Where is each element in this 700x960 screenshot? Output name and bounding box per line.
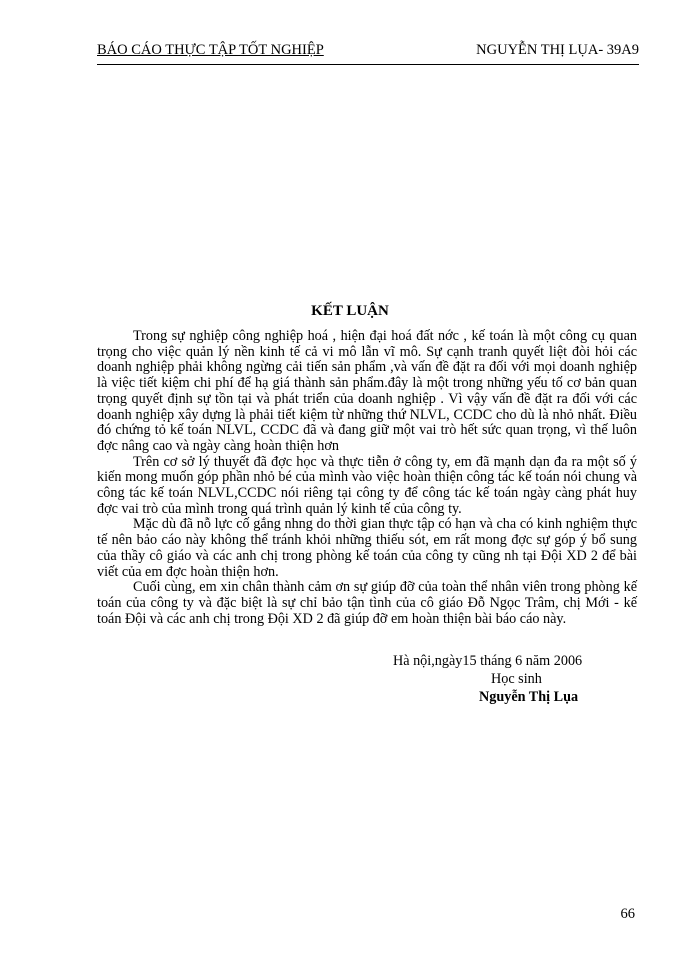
paragraph-1: Trong sự nghiệp công nghiệp hoá , hiện đại hoá đất nớc , kế toán là một công cụ quan trọng cho việc quản lý nền kinh tế cả vi mô lẫn vĩ mô. Sự cạnh tranh quyết liệt đòi hỏi các doanh nghiệp phải không ngừng cải tiến sản phẩm ,và vấn đề đặt ra đối với mọi doanh nghiệp là việc tiết kiệm chi phí để hạ giá thành sản phẩm.đây là một trong những yếu tố cơ bản quan trọng quyết định sự tồn tại và phát triển của doanh nghiệp . Vì vậy vấn đề đặt ra đối với các doanh nghiệp xây dựng là phải tiết kiệm từ những thứ NLVL, CCDC cho dù là nhỏ nhất. Điều đó chứng tỏ kế toán NLVL, CCDC đã và đang giữ một vai trò hết sức quan trọng, vì thế luôn đợc nâng cao và ngày càng hoàn thiện hơn xyxy=(97,328,637,454)
signature-name: Nguyễn Thị Lụa xyxy=(479,689,579,705)
section-title: KẾT LUẬN xyxy=(311,303,389,319)
report-title-header: BÁO CÁO THỰC TẬP TỐT NGHIỆP xyxy=(97,42,324,58)
paragraph-4: Cuối cùng, em xin chân thành cảm ơn sự giúp đỡ của toàn thể nhân viên trong phòng kế toán của công ty và đặc biệt là sự chỉ bảo tận tình của cô giáo Đỗ Ngọc Trâm, chị Mới - kế toán Đội và các anh chị trong Đội XD 2 đã giúp đỡ em hoàn thiện bài báo cáo này. xyxy=(97,579,637,627)
body-text xyxy=(97,329,637,627)
signature-role: Học sinh xyxy=(491,671,542,687)
paragraph-2: Trên cơ sở lý thuyết đã đợc học và thực tiễn ở công ty, em đã mạnh dạn đa ra một số ý kiến mong muốn góp phần nhỏ bé của mình vào việc hoàn thiện công tác kế toán nói chung và công tác kế toán NLVL,CCDC nói riêng tại công ty để công tác kế toán ngày càng phát huy đợc vai trò của mình trong quá trình quản lý kinh tế của công ty. xyxy=(97,453,637,517)
signature-date: Hà nội,ngày15 tháng 6 năm 2006 xyxy=(393,653,583,669)
page-number: 66 xyxy=(620,906,635,922)
author-header: NGUYỄN THỊ LỤA- 39A9 xyxy=(476,42,639,58)
page-header xyxy=(97,38,639,65)
signature-block xyxy=(393,652,582,706)
paragraph-3: Mặc dù đã nỗ lực cố gắng nhng do thời gian thực tập có hạn và cha có kinh nghiệm thực tế nên bảo cáo này không thể tránh khỏi những thiếu sót, em rất mong đợc sự góp ý bổ sung của thầy cô giáo và các anh chị trong phòng kế toán của công ty cũng nh tại Đội XD 2 để bài viết của em đợc hoàn thiện hơn. xyxy=(97,516,637,580)
